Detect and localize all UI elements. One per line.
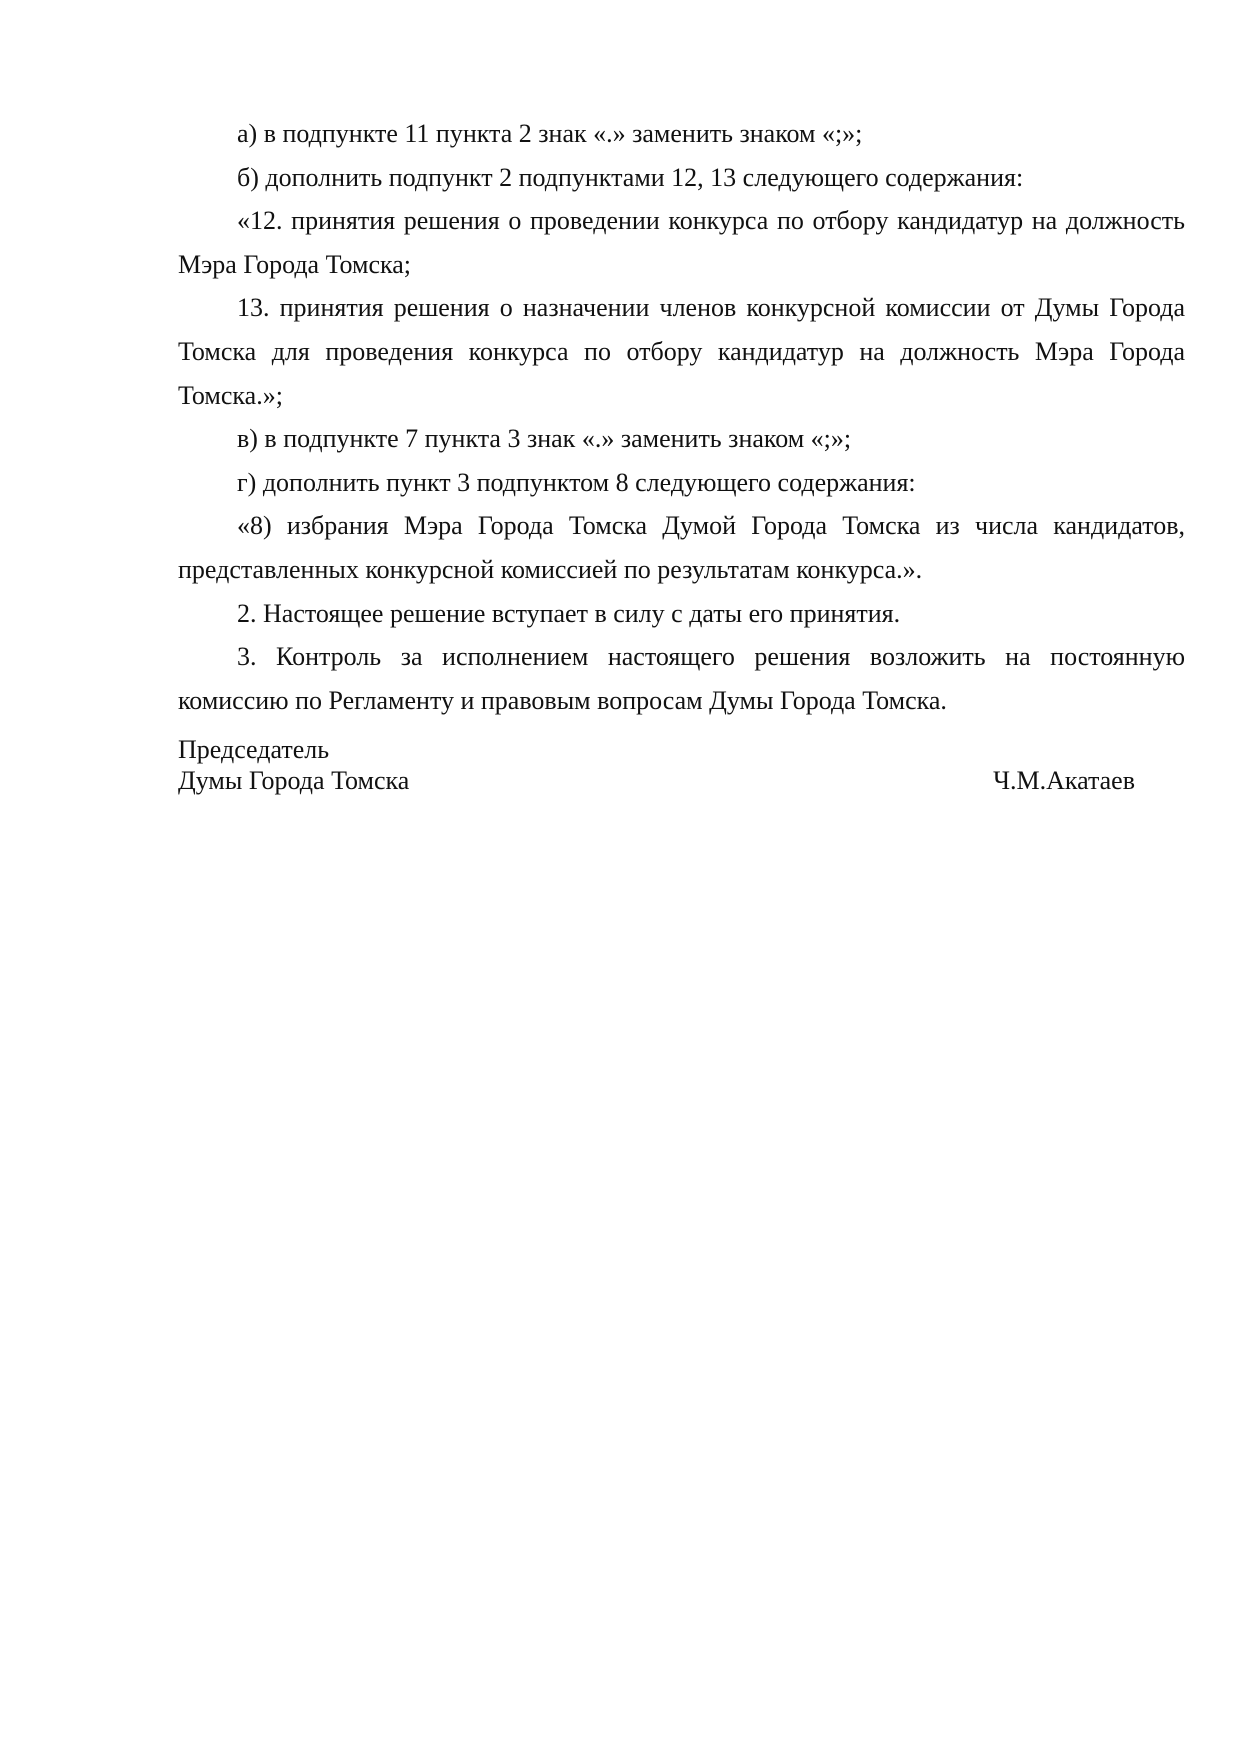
signature-block bbox=[178, 734, 1135, 796]
document-body bbox=[178, 112, 1185, 722]
subitem-8: «8) избрания Мэра Города Томска Думой Города Томска из числа кандидатов, представленных конкурсной комиссией по результатам конкурса.». bbox=[178, 511, 1185, 584]
signature-row bbox=[178, 765, 1135, 796]
signatory-name: Ч.М.Акатаев bbox=[993, 766, 1135, 795]
subitem-12: «12. принятия решения о проведении конкурса по отбору кандидатур на должность Мэра Города Томска; bbox=[178, 206, 1185, 279]
amendment-b: б) дополнить подпункт 2 подпунктами 12, 13 следующего содержания: bbox=[237, 162, 1024, 192]
amendment-v: в) в подпункте 7 пункта 3 знак «.» заменить знаком «;»; bbox=[237, 424, 852, 454]
clause-3: 3. Контроль за исполнением настоящего решения возложить на постоянную комиссию по Регламенту и правовым вопросам Думы Города Томска. bbox=[178, 642, 1185, 715]
amendment-a: а) в подпункте 11 пункта 2 знак «.» заменить знаком «;»; bbox=[237, 119, 863, 148]
signatory-position-line2: Думы Города Томска bbox=[178, 766, 410, 795]
signatory-position-line1: Председатель bbox=[178, 735, 330, 764]
clause-2: 2. Настоящее решение вступает в силу с даты его принятия. bbox=[237, 598, 901, 628]
amendment-g: г) дополнить пункт 3 подпунктом 8 следующего содержания: bbox=[237, 467, 916, 497]
subitem-13: 13. принятия решения о назначении членов конкурсной комиссии от Думы Города Томска для проведения конкурса по отбору кандидатур на должность Мэра Города Томска.»; bbox=[178, 293, 1185, 410]
